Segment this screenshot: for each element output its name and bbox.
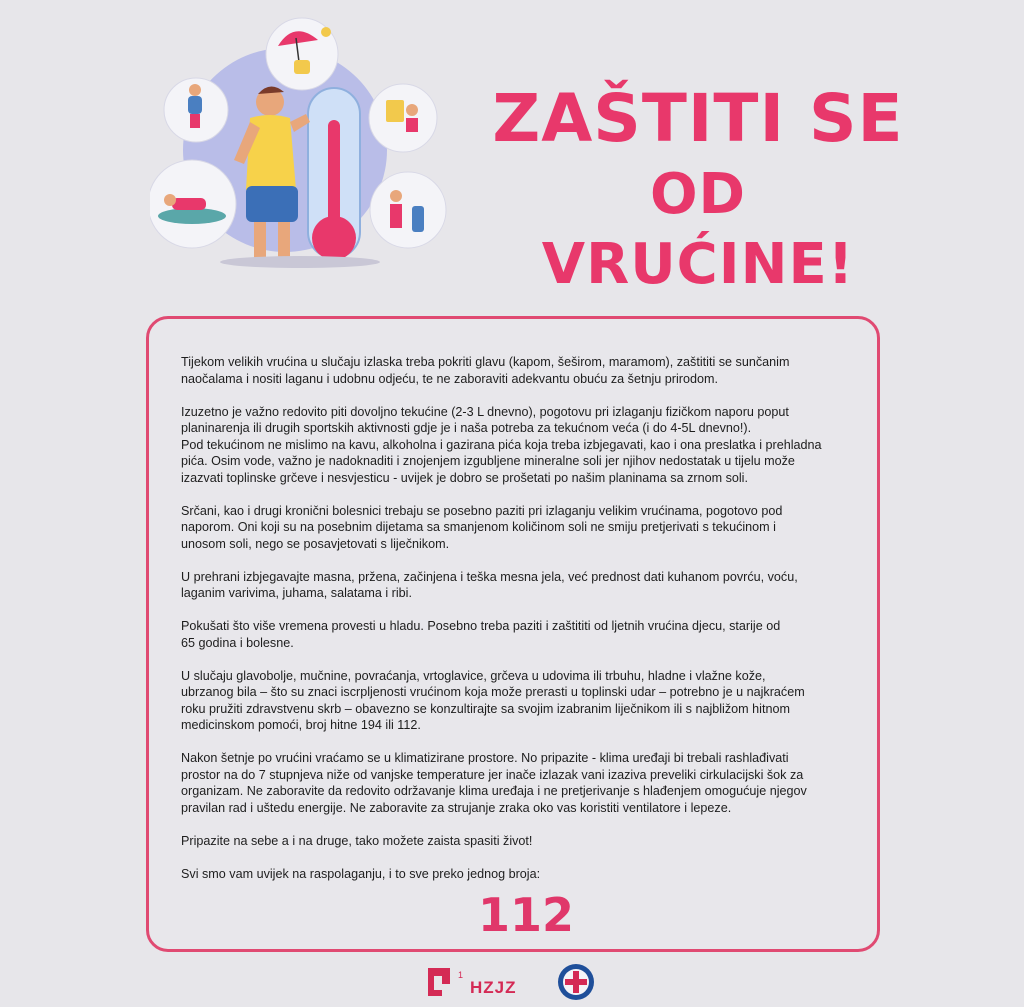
paragraph: Izuzetno je važno redovito piti dovoljno tekućine (2-3 L dnevno), pogotovu pri izlaganju fizičkom naporu poput planinarenja ili drugih sportskih aktivnosti gdje je i naša potreba za tekućnom veća (i do 4-5L dnevno!). Pod tekućinom ne mislimo na kavu, alkoholna i gazirana pića koja treba izbjegavati, kao i ona preslatka i prehladna pića. Osim vode, važno je nadoknaditi i znojenjem izgubljene mineralne soli jer njihov nedostatak u tijelu može izazvati toplinske grčeve i nesvjesticu - uvijek je dobro se prošetati po našim planinama sa zrnom soli. — [181, 404, 822, 485]
paragraph: U prehrani izbjegavajte masna, pržena, začinjena i teška mesna jela, već prednost dati kuhanom povrću, voću, laganim varivima, juhama, salatama i ribi. — [181, 569, 798, 600]
hzjz-logo-label: HZJZ — [470, 978, 517, 997]
hzjz-mark-digit: 1 — [458, 970, 464, 980]
paragraph: U slučaju glavobolje, mučnine, povraćanja, vrtoglavice, grčeva u udovima ili trbuhu, hladne i vlažne kože, ubrzanog bila – što su znaci iscrpljenosti vrućinom koja može prerasti u toplinski udar – potrebno je u najkraćem roku pružiti zdravstvenu skrb – obavezno se konzultirajte sa svojim izabranim liječnikom ili s najbližom hitnom medicinskom pomoći, broj hitne 194 ili 112. — [181, 668, 805, 732]
paragraph: Srčani, kao i drugi kronični bolesnici trebaju se posebno paziti pri izlaganju velikim vrućinama, pogotovo pod naporom. Oni koji su na posebnim dijetama sa smanjenom količinom soli ne smiju pretjerivati s tekućinom i unosom soli, nego se posavjetovati s liječnikom. — [181, 503, 783, 551]
emergency-number: 112 — [477, 888, 575, 942]
paragraph: Pripazite na sebe a i na druge, tako možete zaista spasiti život! — [181, 833, 533, 848]
paragraph: Pokušati što više vremena provesti u hladu. Posebno treba paziti i zaštititi od ljetnih vrućina djecu, starije od 65 godina i bolesne. — [181, 619, 781, 650]
title-line-2: OD VRUĆINE! — [541, 162, 855, 297]
page-title — [488, 78, 908, 300]
title-line-1: ZAŠTITI SE — [492, 80, 904, 157]
hzjz-logo — [424, 966, 524, 1002]
heat-illustration-icon — [150, 10, 450, 275]
info-text — [181, 354, 846, 899]
medical-badge-icon — [556, 962, 596, 1002]
paragraph: Tijekom velikih vrućina u slučaju izlaska treba pokriti glavu (kapom, šeširom, maramom), zaštititi se sunčanim naočalama i nositi laganu i udobnu odjeću, te ne zaboraviti adekvantu obuću za šetnju prirodom. — [181, 355, 790, 386]
paragraph: Svi smo vam uvijek na raspolaganju, i to sve preko jednog broja: — [181, 866, 541, 881]
thermometer-icon — [308, 88, 360, 260]
hzjz-logo-icon — [428, 968, 468, 1000]
paragraph: Nakon šetnje po vrućini vraćamo se u klimatizirane prostore. No pripazite - klima uređaji bi trebali rashlađivati prostor na do 7 stupnjeva niže od vanjske temperature jer inače izlazak vani izaziva preveliki cirkulacijski šok za organizam. Ne zaboravite da redovito održavanje klima uređaja i ne pretjerivanje s hlađenjem omogućuje njegov pravilan rad i uštedu energije. Ne zaboravite za strujanje zraka oko vas koristiti ventilatore i lepeze. — [181, 751, 807, 815]
